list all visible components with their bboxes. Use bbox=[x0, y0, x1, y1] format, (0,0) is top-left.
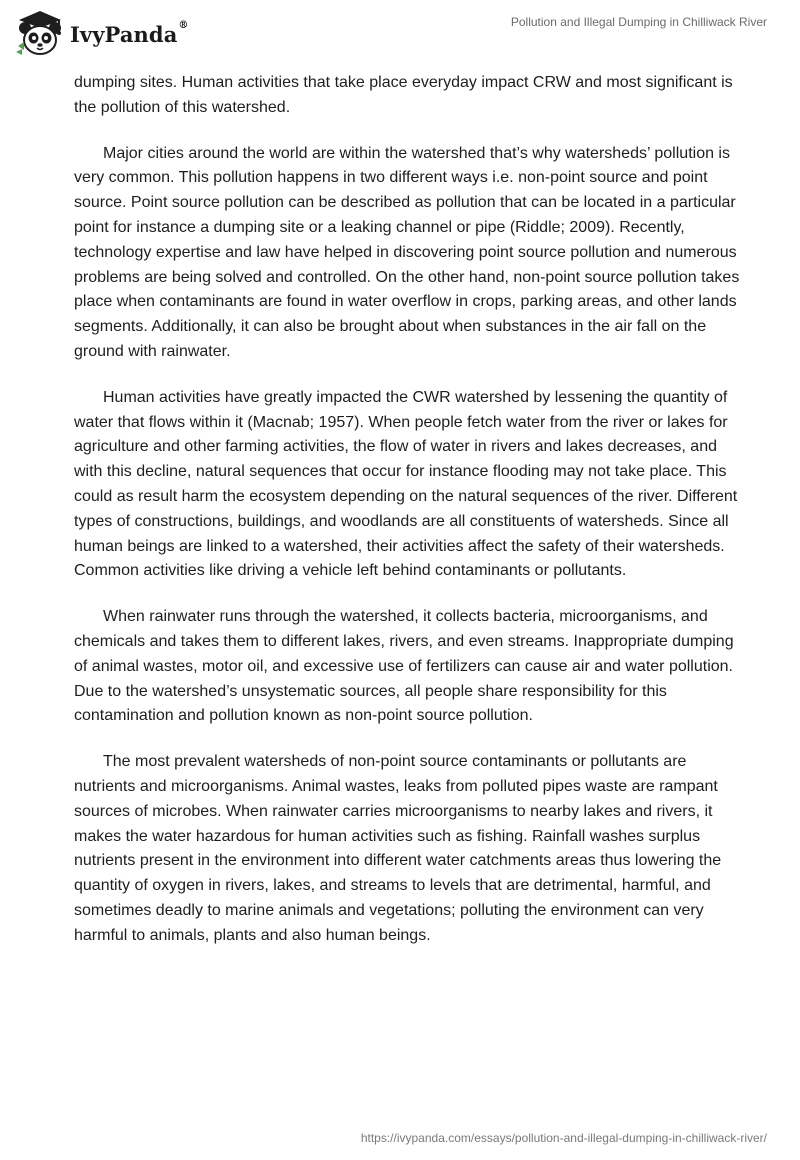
brand-name bbox=[70, 19, 189, 47]
essay-body bbox=[74, 71, 742, 970]
document-title: Pollution and Illegal Dumping in Chilliwack River bbox=[510, 15, 767, 29]
panda-graduate-icon bbox=[14, 8, 66, 60]
paragraph-3: Human activities have greatly impacted the CWR watershed by lessening the quantity of water that flows within it (Macnab; 1957). When people fetch water from the river or lakes for agriculture and other farming activities, the flow of water in rivers and lakes decreases, and with this decline, natural sequences that occur for instance flooding may not take place. This could as result harm the ecosystem depending on the natural sequences of the river. Different types of constructions, buildings, and woodlands are all constituents of watersheds. Since all human beings are linked to a watershed, their activities affect the safety of their watersheds. Common activities like driving a vehicle left behind contaminants or pollutants. bbox=[74, 388, 738, 580]
paragraph-2: Major cities around the world are within the watershed that’s why watersheds’ pollution is very common. This pollution happens in two different ways i.e. non-point source and point source. Point source pollution can be described as pollution that can be located in a particular point for instance a dumping site or a leaking channel or pipe (Riddle; 2009). Recently, technology expertise and law have helped in discovering point source pollution and numerous problems are being solved and controlled. On the other hand, non-point source pollution takes place when contaminants are found in water overflow in crops, parking areas, and other lands segments. Additionally, it can also be brought about when substances in the air fall on the ground with rainwater. bbox=[74, 144, 740, 360]
brand-name-text: IvyPanda bbox=[70, 21, 178, 47]
registered-mark: ® bbox=[178, 19, 189, 31]
page-header bbox=[0, 0, 800, 64]
brand-logo[interactable] bbox=[14, 8, 189, 60]
paragraph-5: The most prevalent watersheds of non-point source contaminants or pollutants are nutrients and microorganisms. Animal wastes, leaks from polluted pipes waste are rampant sources of microbes. When rainwater carries microorganisms to nearby lakes and rivers, it makes the water hazardous for human activities such as fishing. Rainfall washes surplus nutrients present in the environment into different water catchments areas thus lowering the quantity of oxygen in rivers, lakes, and streams to levels that are detrimental, harmful, and sometimes deadly to marine animals and vegetations; polluting the environment can very harmful to animals, plants and also human beings. bbox=[74, 753, 722, 944]
paragraph-4: When rainwater runs through the watershed, it collects bacteria, microorganisms, and chemicals and takes them to different lakes, rivers, and even streams. Inappropriate dumping of animal wastes, motor oil, and excessive use of fertilizers can cause air and water pollution. Due to the watershed’s unsystematic sources, all people share responsibility for this contamination and pollution known as non-point source pollution. bbox=[74, 608, 734, 725]
source-url-link[interactable]: https://ivypanda.com/essays/pollution-and-illegal-dumping-in-chilliwack-river/ bbox=[360, 1131, 767, 1145]
paragraph-1: dumping sites. Human activities that take place everyday impact CRW and most significant is the pollution of this watershed. bbox=[74, 74, 733, 116]
